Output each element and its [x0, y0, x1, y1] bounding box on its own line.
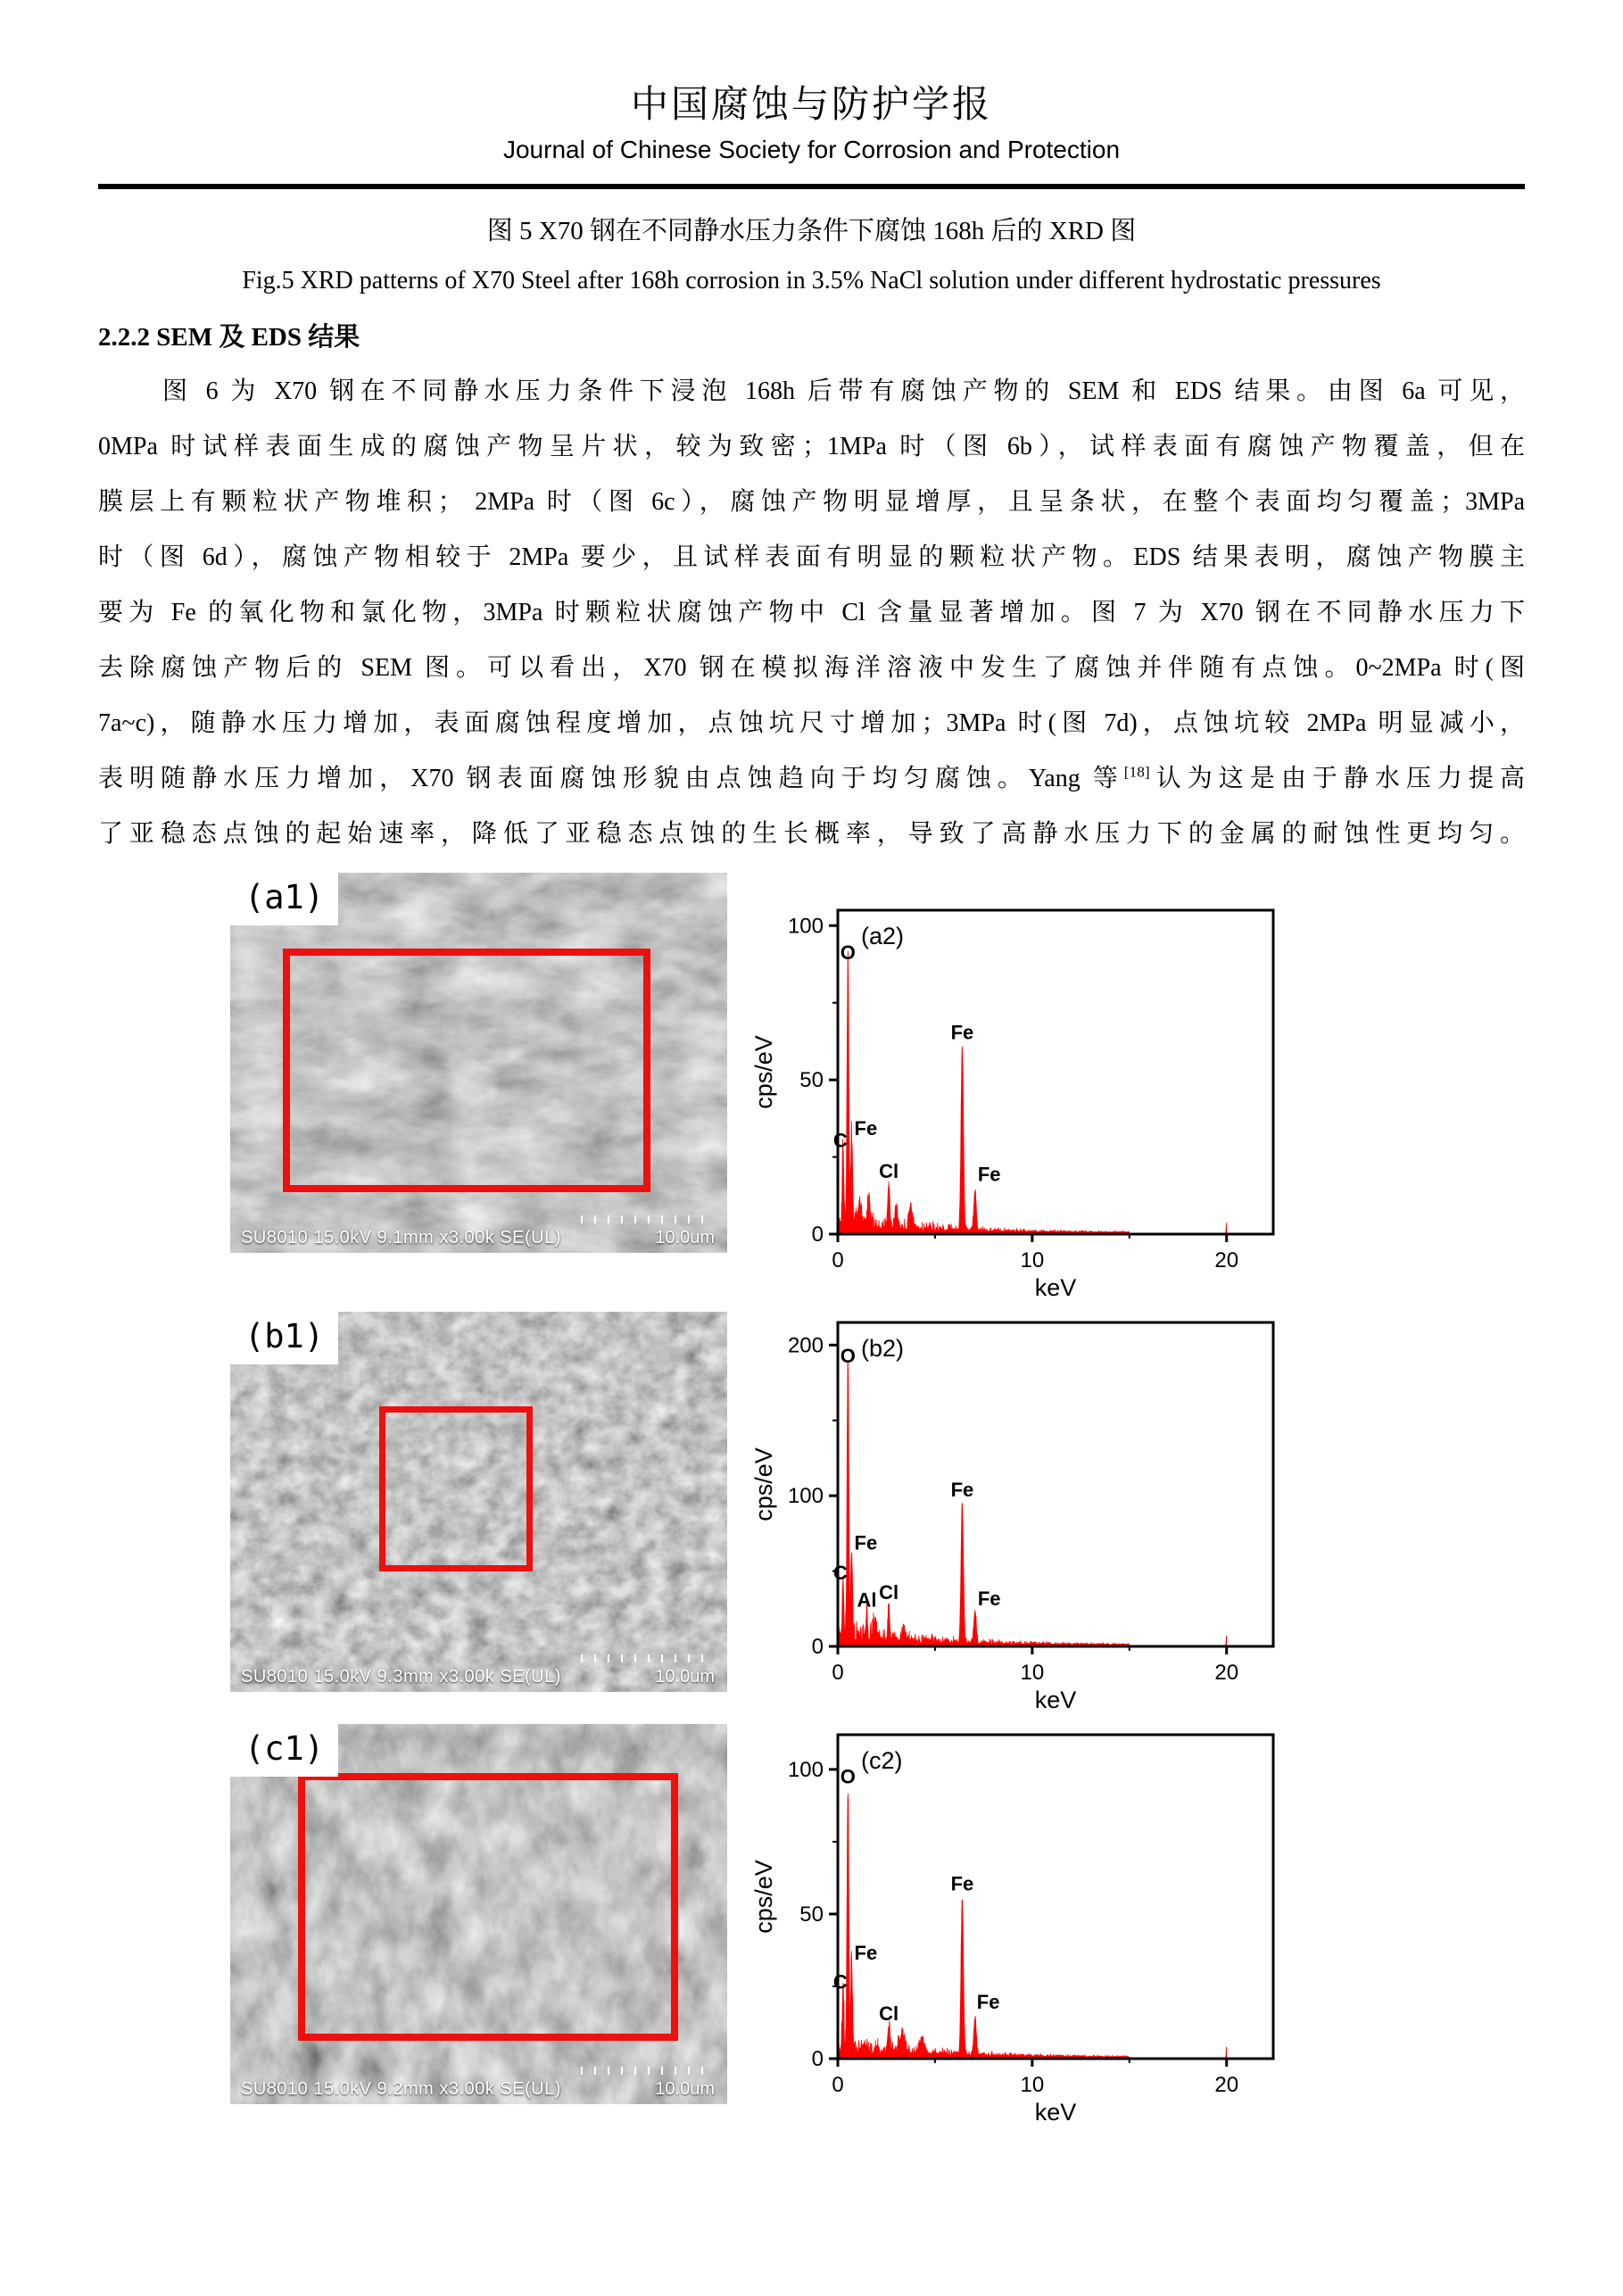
- eds-chart-a2: [749, 899, 1284, 1303]
- svg-text:O: O: [840, 1765, 856, 1788]
- paragraph-line: 7a~c)，随静水压力增加，表面腐蚀程度增加，点蚀坑尺寸增加；3MPa 时(图 7d)，点蚀坑较 2MPa 明显减小，: [98, 709, 1525, 737]
- sem-info-bar: SU8010 15.0kV 9.3mm x3.00k SE(UL): [241, 1667, 561, 1687]
- svg-text:Fe: Fe: [976, 1991, 1000, 2014]
- sem-image-b1: [230, 1312, 727, 1692]
- roi-rectangle: [298, 1773, 678, 2041]
- sem-image-a1: [230, 873, 727, 1253]
- svg-text:20: 20: [1214, 1248, 1239, 1272]
- svg-text:cps/eV: cps/eV: [750, 1035, 777, 1109]
- svg-text:100: 100: [787, 1757, 824, 1782]
- svg-text:Fe: Fe: [854, 1116, 878, 1140]
- figure6-block: [230, 873, 1525, 2127]
- svg-text:(a2): (a2): [861, 923, 905, 949]
- journal-title-cn: 中国腐蚀与防护学报: [630, 85, 992, 126]
- svg-text:0: 0: [832, 2073, 844, 2097]
- scale-bar: [581, 2067, 713, 2075]
- eds-chart-b2: [749, 1312, 1284, 1715]
- svg-text:10: 10: [1020, 1661, 1045, 1685]
- sem-panel-label: (a1): [230, 873, 338, 925]
- svg-text:keV: keV: [1034, 1274, 1077, 1301]
- journal-title-en: Journal of Chinese Society for Corrosion and Protection: [502, 136, 1121, 163]
- sem-scale-text: 10.0um: [655, 1228, 715, 1247]
- svg-text:Cl: Cl: [879, 1581, 899, 1604]
- sem-panel-label: (c1): [230, 1724, 338, 1777]
- section-heading: 2.2.2 SEM 及 EDS 结果: [98, 323, 360, 352]
- paragraph-line: 去除腐蚀产物后的 SEM 图。可以看出，X70 钢在模拟海洋溶液中发生了腐蚀并伴随有点蚀。0~2MPa 时(图: [98, 654, 1525, 682]
- svg-text:0: 0: [811, 2047, 824, 2071]
- header-rule: [98, 184, 1525, 189]
- paragraph-line: 0MPa 时试样表面生成的腐蚀产物呈片状，较为致密；1MPa 时（图 6b），试样表面有腐蚀产物覆盖，但在: [98, 433, 1525, 460]
- svg-text:50: 50: [799, 1068, 824, 1093]
- svg-text:0: 0: [811, 1223, 824, 1247]
- svg-text:Cl: Cl: [879, 1160, 899, 1183]
- figure5-caption-cn: 图 5 X70 钢在不同静水压力条件下腐蚀 168h 后的 XRD 图: [486, 217, 1137, 245]
- sem-panel-label: (b1): [230, 1312, 338, 1364]
- svg-text:200: 200: [787, 1333, 824, 1358]
- paragraph-line: 图 6 为 X70 钢在不同静水压力条件下浸泡 168h 后带有腐蚀产物的 SEM 和 EDS 结果。由图 6a 可见，: [162, 377, 1525, 405]
- roi-rectangle: [379, 1406, 533, 1571]
- svg-text:Fe: Fe: [977, 1587, 1001, 1610]
- citation-ref: [18]: [1123, 763, 1150, 781]
- svg-text:100: 100: [787, 914, 824, 939]
- svg-text:Fe: Fe: [950, 1872, 974, 1895]
- scale-bar: [581, 1215, 713, 1223]
- sem-info-bar: SU8010 15.0kV 9.1mm x3.00k SE(UL): [241, 1228, 561, 1247]
- svg-text:0: 0: [811, 1635, 824, 1659]
- paragraph-text: 表明随静水压力增加，X70 钢表面腐蚀形貌由点蚀趋向于均匀腐蚀。Yang 等: [98, 765, 1124, 792]
- svg-text:50: 50: [799, 1902, 824, 1927]
- paragraph-line: 要为 Fe 的氧化物和氯化物，3MPa 时颗粒状腐蚀产物中 Cl 含量显著增加。图 7 为 X70 钢在不同静水压力下: [98, 599, 1525, 626]
- paragraph-line: [98, 751, 1525, 807]
- sem-scale-text: 10.0um: [655, 2079, 715, 2099]
- svg-text:(b2): (b2): [861, 1335, 905, 1362]
- svg-text:20: 20: [1214, 2073, 1239, 2097]
- eds-chart-c2: [749, 1724, 1284, 2127]
- svg-text:keV: keV: [1034, 1687, 1077, 1713]
- svg-text:Fe: Fe: [854, 1531, 878, 1554]
- svg-text:Fe: Fe: [950, 1021, 974, 1044]
- sem-info-bar: SU8010 15.0kV 9.2mm x3.00k SE(UL): [241, 2079, 561, 2099]
- scale-bar: [581, 1654, 713, 1662]
- svg-text:0: 0: [832, 1248, 844, 1272]
- svg-text:Fe: Fe: [854, 1942, 878, 1965]
- paragraph-text: 认为这是由于静水压力提高: [1149, 765, 1525, 792]
- svg-text:0: 0: [832, 1661, 844, 1685]
- figure-row-b: [230, 1312, 1525, 1715]
- svg-text:C: C: [832, 1562, 848, 1585]
- svg-text:20: 20: [1214, 1661, 1239, 1685]
- svg-text:10: 10: [1020, 1248, 1045, 1272]
- svg-text:keV: keV: [1034, 2099, 1077, 2126]
- paragraph-line: 膜层上有颗粒状产物堆积； 2MPa 时（图 6c），腐蚀产物明显增厚，且呈条状，在整个表面均匀覆盖；3MPa: [98, 488, 1525, 516]
- svg-text:Cl: Cl: [879, 2002, 899, 2026]
- sem-image-c1: [230, 1724, 727, 2104]
- svg-text:C: C: [832, 1129, 848, 1152]
- svg-text:(c2): (c2): [861, 1747, 903, 1774]
- svg-text:Al: Al: [857, 1588, 877, 1612]
- svg-text:Fe: Fe: [977, 1163, 1001, 1186]
- roi-rectangle: [283, 949, 650, 1192]
- figure5-caption-en: Fig.5 XRD patterns of X70 Steel after 168h corrosion in 3.5% NaCl solution under different hydrostatic pressures: [242, 267, 1381, 294]
- figure-row-c: [230, 1724, 1525, 2127]
- figure-row-a: [230, 873, 1525, 1303]
- svg-text:cps/eV: cps/eV: [750, 1447, 777, 1521]
- paragraph-line: 时（图 6d），腐蚀产物相较于 2MPa 要少，且试样表面有明显的颗粒状产物。EDS 结果表明，腐蚀产物膜主: [98, 543, 1525, 571]
- sem-scale-text: 10.0um: [655, 1667, 715, 1687]
- svg-text:C: C: [832, 1970, 848, 1993]
- svg-text:100: 100: [787, 1484, 824, 1509]
- svg-text:Fe: Fe: [950, 1479, 974, 1502]
- body-paragraph: [98, 364, 1525, 862]
- svg-text:cps/eV: cps/eV: [750, 1860, 777, 1934]
- svg-text:O: O: [840, 941, 856, 964]
- svg-text:10: 10: [1020, 2073, 1045, 2097]
- svg-text:O: O: [840, 1344, 856, 1367]
- paragraph-line: 了亚稳态点蚀的起始速率，降低了亚稳态点蚀的生长概率，导致了高静水压力下的金属的耐蚀性更均匀。: [98, 820, 1525, 848]
